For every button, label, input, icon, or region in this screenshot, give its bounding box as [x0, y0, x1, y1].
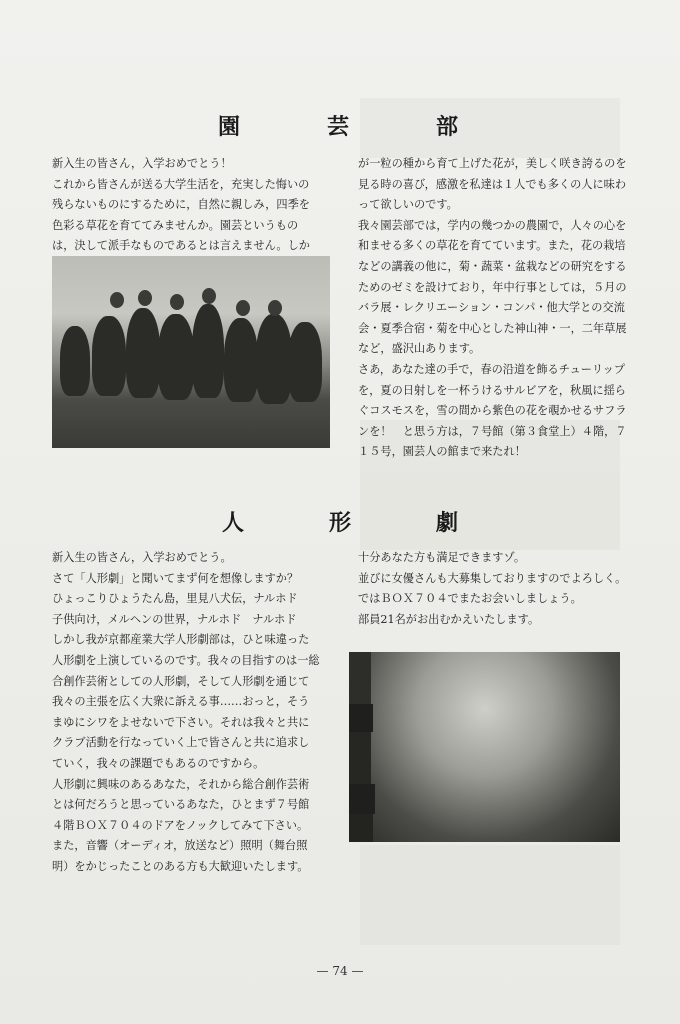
heading-char: 劇 — [435, 510, 458, 536]
heading-char: 芸 — [326, 114, 349, 140]
ningyogeki-left-paragraph: 新入生の皆さん，入学おめでとう。 さて「人形劇」と聞いてまず何を想像しますか？ ひょっこりひょうたん島，里見八犬伝，ナルホド 子供向け，メルヘンの世界，ナルホド ナルホド しかし我が京都産業大学人形劇部は，ひと味違った人形劇を上演しているのです。我々の目指すのは一総合創作芸術としての人形劇，そして人形劇を通じて我々の主張を広く大衆に訴える事……おっと，そうまゆにシワをよせないで下さい。それは我々と共にクラブ活動を行なっていく上で皆さんと共に追求していく，我々の課題でもあるのですから。 人形劇に興味のあるあなた，それから総合創作芸術とは何だろうと思っているあなた，ひとまず７号館４階ＢＯＸ７０４のドアをノックしてみて下さい。 また，音響（オーディオ，放送など）照明（舞台照明）をかじったことのある方も大歓迎いたします。 — [52, 551, 320, 873]
ningyogeki-right-paragraph: 十分あなた方も満足できますゾ。 並びに女優さんも大募集しておりますのでよろしく。 ではＢＯＸ７０４でまたお会いしましょう。 部員21名がお出むかえいたします。 — [358, 551, 627, 626]
heading-char: 園 — [218, 114, 241, 140]
heading-char: 人 — [222, 510, 245, 536]
heading-char: 形 — [328, 510, 351, 536]
heading-char: 部 — [435, 114, 458, 140]
bleed-through-bottom — [360, 845, 620, 945]
engei-group-photo — [52, 256, 330, 448]
section-heading-engei — [218, 110, 458, 141]
engei-left-paragraph: 新入生の皆さん，入学おめでとう！ これから皆さんが送る大学生活を，充実した悔いの残らないものにするために，自然に親しみ，四季を色彩る草花を育ててみませんか。園芸というものは，決して派手なものであるとは言えません。しか — [52, 157, 310, 253]
page-number: — 74 — — [316, 964, 364, 978]
engei-right-paragraph: が一粒の種から育て上げた花が，美しく咲き誇るのを見る時の喜び，感激を私達は１人でも多くの人に味わって欲しいのです。 我々園芸部では，学内の幾つかの農園で，人々の心を和ませる多くの草花を育てています。また，花の栽培などの講義の他に，菊・蔬菜・盆栽などの研究をするためのゼミを設けており，年中行事としては，５月のバラ展・レクリエーション・コンパ・他大学との交流会・夏季合宿・菊を中心とした神山神・一，二年草展など，盛沢山あります。 さあ，あなた達の手で，春の沿道を飾るチューリップを，夏の日射しを一杯うけるサルビアを，秋風に揺らぐコスモスを，雪の間から紫色の花を覗かせるサフランを！ と思う方は，７号館（第３食堂上）４階，７１５号，園芸人の館まで来たれ！ — [358, 157, 627, 459]
section-heading-ningyogeki — [222, 506, 458, 537]
ningyogeki-group-photo — [349, 652, 620, 842]
